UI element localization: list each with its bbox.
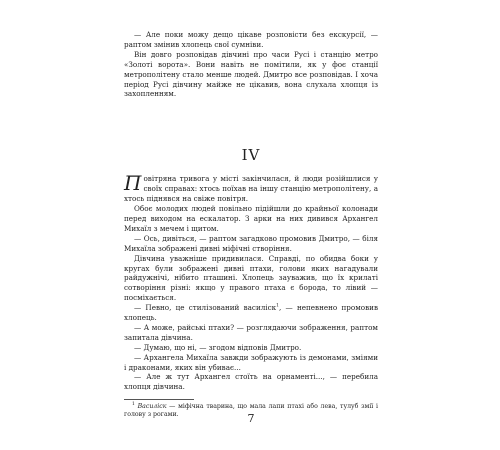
- drop-cap: П: [124, 171, 142, 196]
- footnote-text: — міфічна тварина, що мала лапи птахі або лева, тулуб змії і голову з рогами.: [124, 403, 379, 419]
- story-paragraph: — Але ж тут Архангел стоїть на орнаменті..., — перебила хлопця дівчина.: [124, 372, 378, 392]
- story-paragraph: Дівчина уважніше придивилася. Справді, по обидва боки у кругах були зображені дивні птахи, голови яких нагадували райдужнічі, нібито пташині. Хлопець зауважив, що їх крилаті сотворіння різні: якщо у правого птаха є борода, то лівий — посміхається.: [124, 253, 378, 303]
- basilisk-text-before: — Певно, це стилізований василіск: [134, 303, 277, 313]
- chapter-first-paragraph: [124, 171, 378, 204]
- story-paragraph: — А може, райські птахи? — розглядаючи зображення, раптом запитала дівчина.: [124, 322, 378, 342]
- footnote-divider: [124, 399, 194, 400]
- story-paragraph: — Ось, дивіться, — раптом загадково промовив Дмитро, — біля Михаїла зображені дивні міфічні створіння.: [124, 233, 378, 253]
- story-paragraph: — Архангела Михаїла завжди зображують із демонами, зміями і драконами, яких він убиває...: [124, 352, 378, 372]
- chapter-heading: IV: [241, 146, 261, 165]
- intro-paragraph: Він довго розповідав дівчині про часи Русі і станцію метро «Золоті ворота». Вони навіть не помітили, як у фоє станції метрополітену стало менше людей. Дмитро все розповідав. І хоча період Русі дівчину майже не цікавив, вона слухала хлопця із захопленням.: [124, 49, 378, 99]
- page-number: 7: [247, 412, 255, 425]
- basilisk-paragraph: [124, 303, 378, 323]
- first-paragraph-text: овітряна тривога у місті закінчилася, й люди розійшлися у своїх справах: хтось поїхав на іншу станцію метрополітену, а хтось піднявся на свіже повітря.: [124, 174, 378, 204]
- story-paragraph: Обоє молодих людей повільно підійшли до крайньої колонади перед виходом на ескалатор. З арки на них дивився Архангел Михаїл з мечем і щитом.: [124, 204, 378, 233]
- intro-paragraph: — Але поки можу дещо цікаве розповісти без екскурсії, — раптом змінив хлопець свої сумніви.: [124, 30, 378, 49]
- basilisk-text-after: , — непевнено промовив хлопець.: [124, 303, 378, 323]
- story-paragraph: — Думаю, що ні, — згодом відповів Дмитро.: [134, 342, 302, 352]
- footnote-term: Василіск: [137, 403, 167, 411]
- book-page: [124, 30, 379, 425]
- footnote-reference[interactable]: 1: [276, 303, 279, 309]
- footnote-marker: 1: [132, 402, 135, 408]
